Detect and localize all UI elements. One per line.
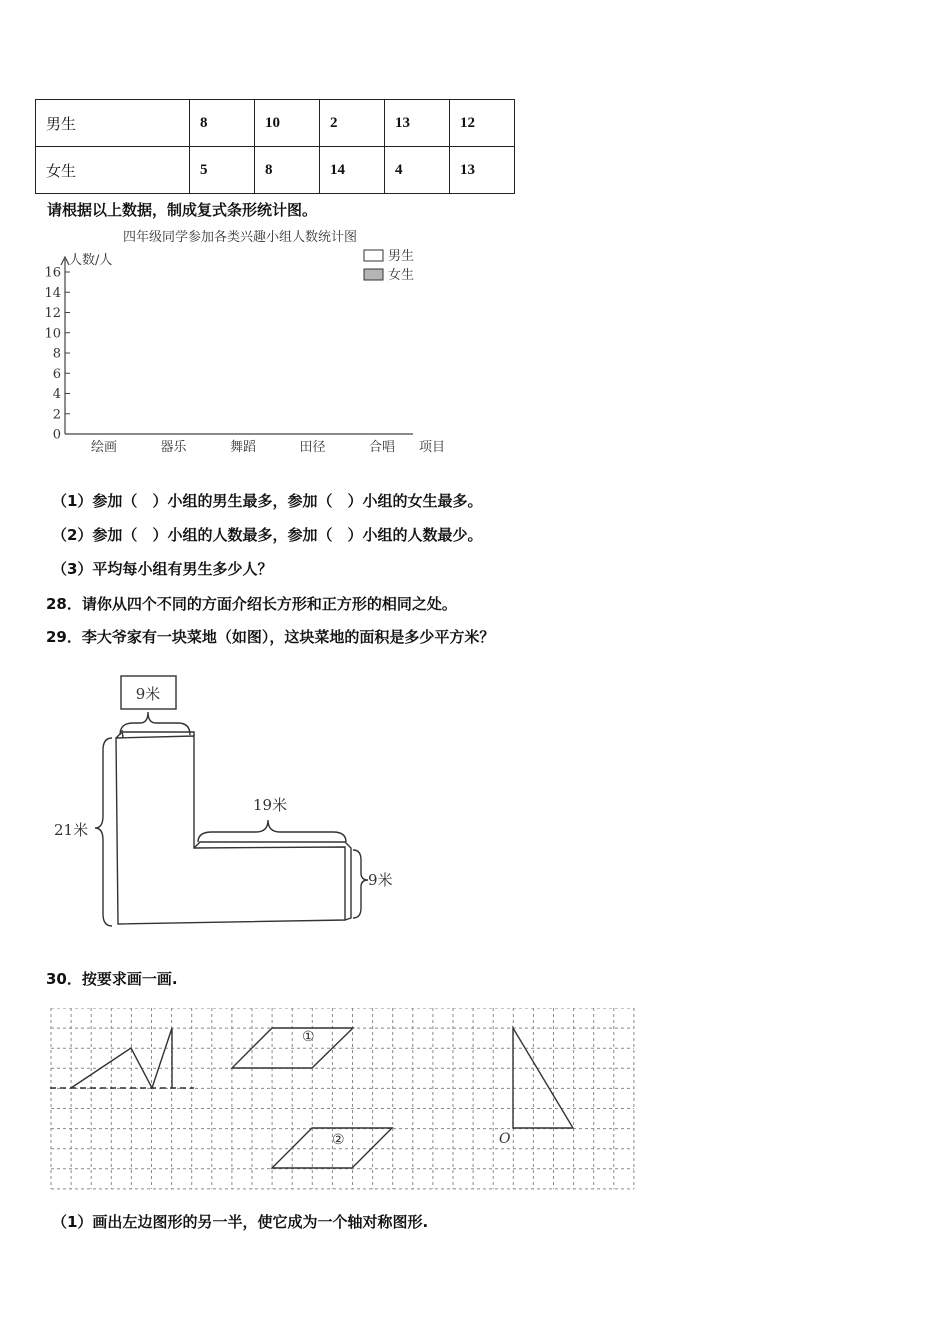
right-width-label: 9米 <box>368 871 393 889</box>
origin-label: O <box>499 1131 511 1147</box>
data-table <box>35 99 515 194</box>
l-shape-depth-right <box>194 842 351 920</box>
y-tick-label: 2 <box>52 407 61 423</box>
legend-swatch-boys <box>364 250 383 261</box>
x-category-label: 器乐 <box>160 440 187 455</box>
shape-2-label: ② <box>332 1132 345 1148</box>
table-cell: 13 <box>385 100 450 147</box>
half-figure <box>71 1028 172 1088</box>
question-1: （1）参加（ ）小组的男生最多，参加（ ）小组的女生最多。 <box>52 492 483 510</box>
field-figure <box>40 670 410 935</box>
row-label: 女生 <box>36 147 190 194</box>
y-tick-label: 14 <box>44 285 61 301</box>
question-30: 30．按要求画一画. <box>46 970 178 988</box>
x-category-label: 舞蹈 <box>229 440 257 455</box>
grid-lines <box>51 1008 634 1189</box>
y-tick-label: 16 <box>44 265 61 281</box>
row-label: 男生 <box>36 100 190 147</box>
table-cell: 12 <box>450 100 515 147</box>
table-cell: 10 <box>255 100 320 147</box>
x-categories <box>91 439 395 455</box>
top-width-label: 9米 <box>135 685 161 703</box>
x-axis-label: 项目 <box>419 440 446 455</box>
bar-chart <box>35 222 465 462</box>
table-cell: 8 <box>255 147 320 194</box>
right-triangle <box>513 1028 573 1128</box>
table-row <box>36 147 515 194</box>
left-brace <box>95 738 112 926</box>
y-tick-label: 8 <box>52 346 61 362</box>
question-28: 28．请你从四个不同的方面介绍长方形和正方形的相同之处。 <box>46 595 457 613</box>
table-row <box>36 100 515 147</box>
y-tick-label: 12 <box>44 306 61 321</box>
height-label: 21米 <box>54 821 89 839</box>
chart-title: 四年级同学参加各类兴趣小组人数统计图 <box>122 230 358 245</box>
question-30-1: （1）画出左边图形的另一半，使它成为一个轴对称图形. <box>52 1213 429 1231</box>
table-cell: 2 <box>320 100 385 147</box>
legend-swatch-girls <box>364 269 383 280</box>
x-category-label: 合唱 <box>368 440 396 455</box>
shape-1-label: ① <box>302 1029 315 1045</box>
x-category-label: 田径 <box>299 440 326 455</box>
table-cell: 5 <box>190 147 255 194</box>
y-tick-label: 6 <box>52 366 61 382</box>
x-category-label: 绘画 <box>90 440 118 455</box>
grid-figure <box>50 1008 636 1192</box>
question-2: （2）参加（ ）小组的人数最多，参加（ ）小组的人数最少。 <box>52 526 483 544</box>
instruction-text: 请根据以上数据，制成复式条形统计图。 <box>47 201 318 219</box>
y-tick-label: 10 <box>44 326 61 342</box>
question-29: 29．李大爷家有一块菜地（如图），这块菜地的面积是多少平方米？ <box>46 628 495 646</box>
table-cell: 14 <box>320 147 385 194</box>
l-shape-outline <box>116 736 345 924</box>
legend-label-boys: 男生 <box>388 249 415 264</box>
length-label: 19米 <box>253 796 288 814</box>
table-cell: 8 <box>190 100 255 147</box>
table-cell: 4 <box>385 147 450 194</box>
y-tick-label: 4 <box>52 387 61 402</box>
table-cell: 13 <box>450 147 515 194</box>
question-3: （3）平均每小组有男生多少人？ <box>52 560 273 578</box>
y-tick-label: 0 <box>52 427 61 443</box>
legend-label-girls: 女生 <box>388 268 415 283</box>
y-ticks <box>44 266 70 443</box>
right-brace <box>353 850 368 918</box>
y-axis-label: 人数/人 <box>69 253 113 268</box>
middle-brace <box>198 820 346 842</box>
